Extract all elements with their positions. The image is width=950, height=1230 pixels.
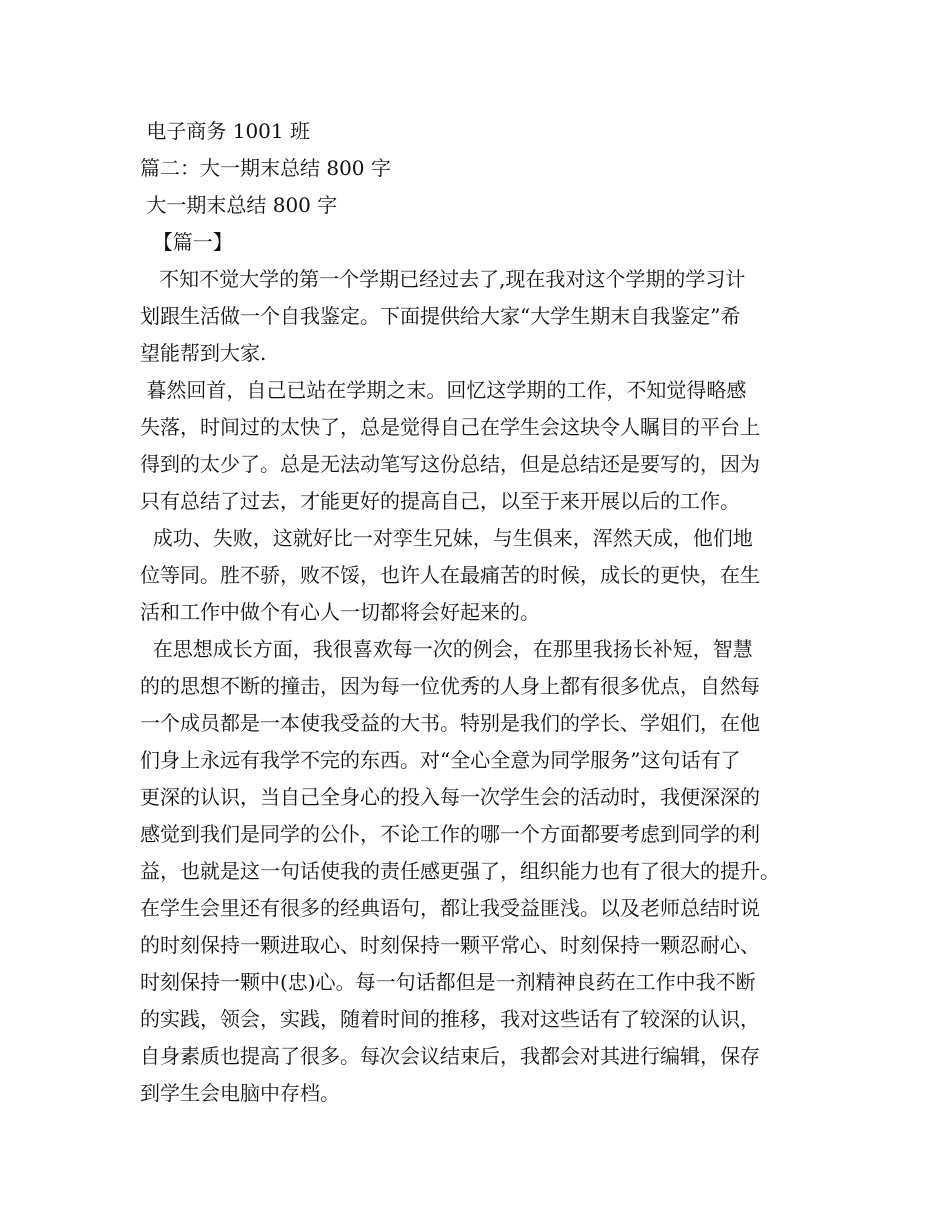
text-line: 在学生会里还有很多的经典语句，都让我受益匪浅。以及老师总结时说 [140,896,760,920]
text-line: 位等同。胜不骄，败不馁，也许人在最痛苦的时候，成长的更快，在生 [140,563,760,587]
text-line: 电子商务 1001 班 [140,119,310,143]
text-line: 到学生会电脑中存档。 [140,1081,340,1105]
text-line: 【篇一】 [140,230,233,254]
text-line: 更深的认识，当自己全身心的投入每一次学生会的活动时，我便深深的 [140,785,760,809]
text-line: 感觉到我们是同学的公仆，不论工作的哪一个方面都要考虑到同学的利 [140,822,760,846]
text-line: 得到的太少了。总是无法动笔写这份总结，但是总结还是要写的，因为 [140,452,760,476]
text-line: 望能帮到大家. [140,341,267,365]
text-line: 划跟生活做一个自我鉴定。下面提供给大家“大学生期末自我鉴定”希 [140,304,741,328]
text-line: 一个成员都是一本使我受益的大书。特别是我们的学长、学姐们，在他 [140,711,760,735]
text-line: 自身素质也提高了很多。每次会议结束后，我都会对其进行编辑，保存 [140,1044,760,1068]
text-line: 们身上永远有我学不完的东西。对“全心全意为同学服务”这句话有了 [140,748,741,772]
text-line: 失落，时间过的太快了，总是觉得自己在学生会这块令人瞩目的平台上 [140,415,760,439]
text-line: 的实践，领会，实践，随着时间的推移，我对这些话有了较深的认识， [140,1007,760,1031]
document-body [140,113,830,1112]
text-line: 篇二：大一期末总结 800 字 [140,156,391,180]
text-line: 益，也就是这一句话使我的责任感更强了，组织能力也有了很大的提升。 [140,859,780,883]
text-line: 在思想成长方面，我很喜欢每一次的例会，在那里我扬长补短，智慧 [140,637,753,661]
text-line: 成功、失败，这就好比一对孪生兄妹，与生俱来，浑然天成，他们地 [140,526,753,550]
text-line: 大一期末总结 800 字 [140,193,338,217]
text-line: 的时刻保持一颗进取心、时刻保持一颗平常心、时刻保持一颗忍耐心、 [140,933,760,957]
text-line: 暮然回首，自己已站在学期之末。回忆这学期的工作，不知觉得略感 [140,378,747,402]
text-line: 时刻保持一颗中(忠)心。每一句话都但是一剂精神良药在工作中我不断 [140,970,756,994]
text-line: 不知不觉大学的第一个学期已经过去了,现在我对这个学期的学习计 [140,267,746,291]
text-line: 的的思想不断的撞击，因为每一位优秀的人身上都有很多优点，自然每 [140,674,760,698]
text-line: 只有总结了过去，才能更好的提高自己，以至于来开展以后的工作。 [140,489,740,513]
text-line: 活和工作中做个有心人一切都将会好起来的。 [140,600,540,624]
